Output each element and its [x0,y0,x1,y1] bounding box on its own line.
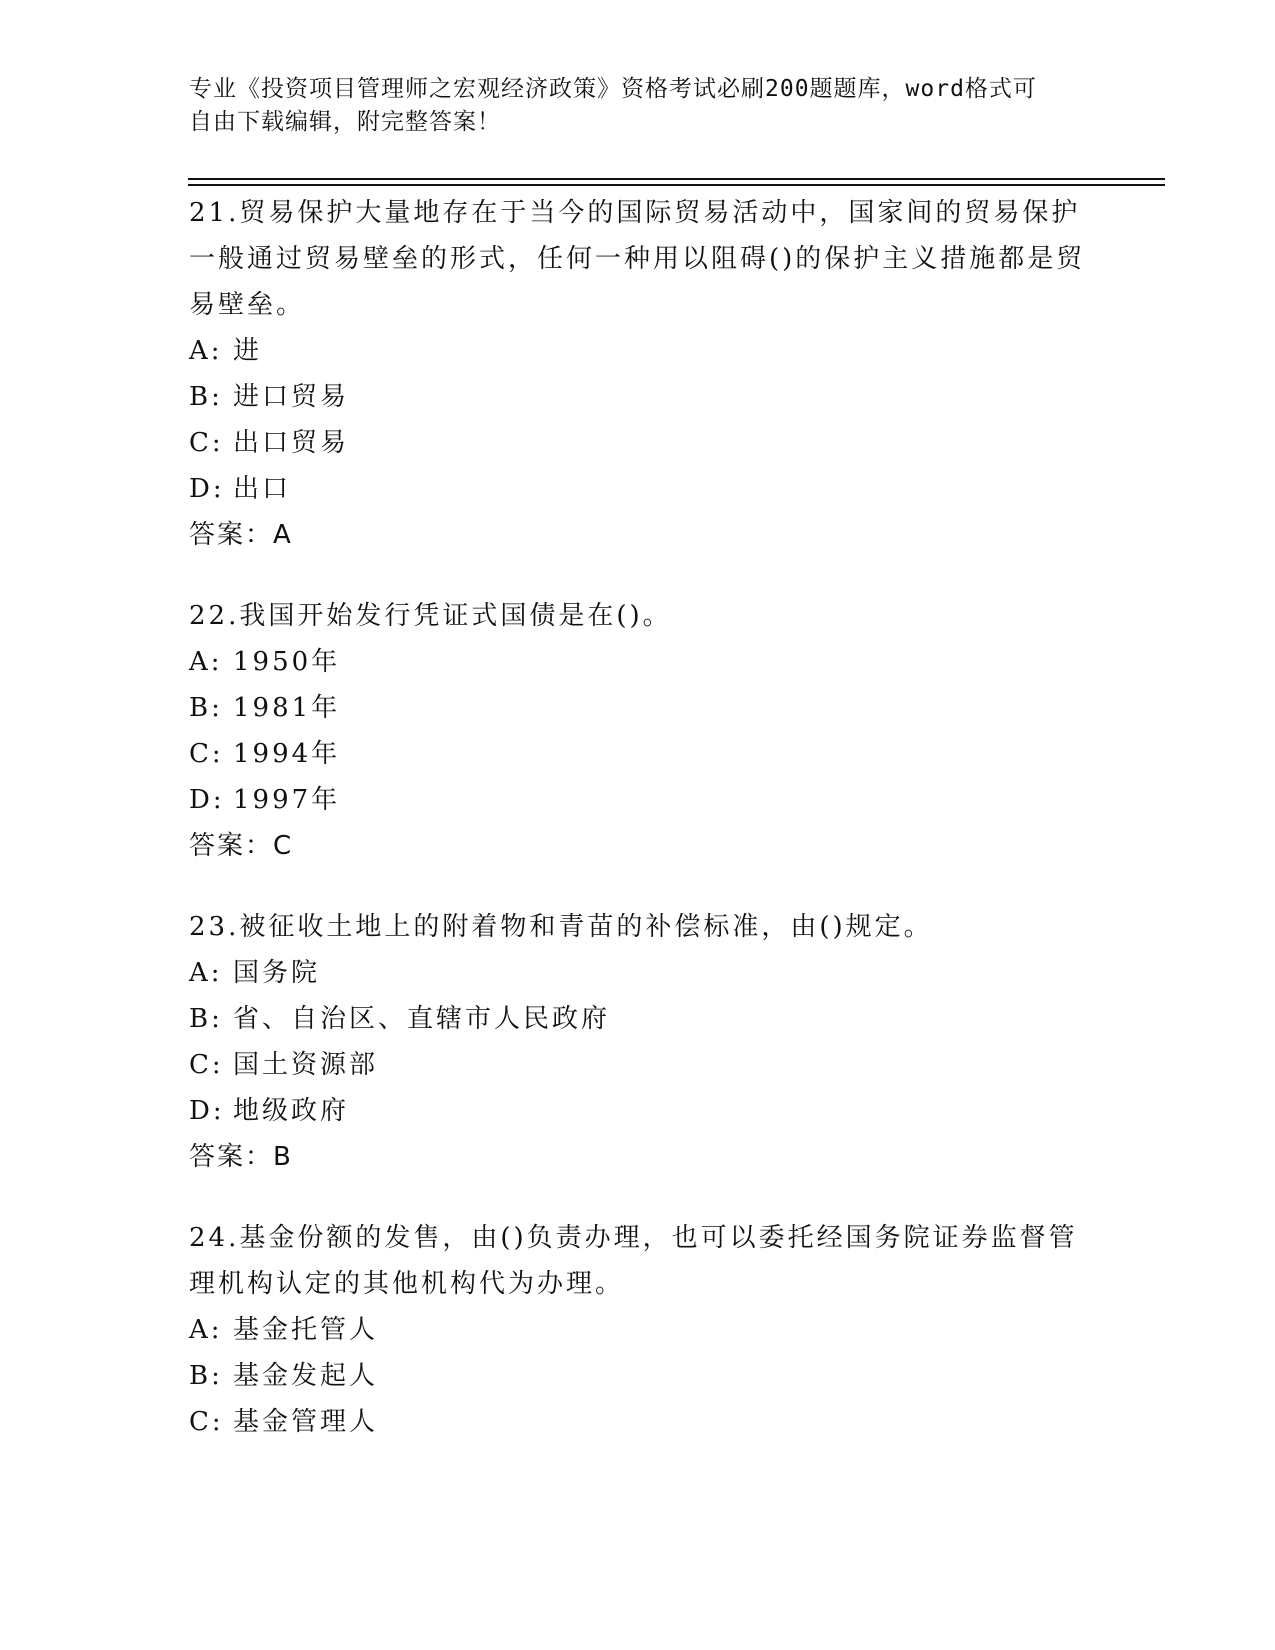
option-text: 基金发起人 [233,1361,379,1391]
option-text: 国土资源部 [233,1050,379,1080]
question-22 [189,593,1089,869]
option-text: 1950年 [233,647,341,677]
question-stem: 23.被征收土地上的附着物和青苗的补偿标准，由()规定。 [189,912,933,942]
option-d [189,466,1089,512]
option-b [189,374,1089,420]
option-text: 基金管理人 [233,1407,379,1437]
question-24 [189,1215,1089,1445]
option-letter: D: [189,785,225,815]
option-text: 1994年 [233,739,341,769]
option-text: 省、自治区、直辖市人民政府 [233,1004,611,1034]
option-text: 1997年 [233,785,341,815]
question-stem: 22.我国开始发行凭证式国债是在()。 [189,601,672,631]
option-text: 进口贸易 [233,382,350,412]
option-letter: B: [189,382,223,412]
question-list [189,190,1089,1480]
option-text: 出口贸易 [233,428,350,458]
option-letter: C: [189,739,224,769]
option-c [189,1399,1089,1445]
header-line-1: 专业《投资项目管理师之宏观经济政策》资格考试必刷200题题库，word格式可 [189,76,1037,102]
option-text: 进 [233,336,263,366]
option-letter: A: [189,1315,223,1345]
option-text: 基金托管人 [233,1315,379,1345]
option-letter: D: [189,474,225,504]
option-letter: B: [189,1361,223,1391]
option-text: 1981年 [233,693,341,723]
answer-line: 答案：A [189,520,293,550]
question-21 [189,190,1089,558]
document-header [189,73,1079,139]
option-letter: C: [189,428,224,458]
option-c [189,420,1089,466]
answer-line: 答案：B [189,1142,293,1172]
question-stem: 24.基金份额的发售，由()负责办理，也可以委托经国务院证券监督管理机构认定的其他机构代为办理。 [189,1223,1078,1299]
option-b [189,685,1089,731]
option-a [189,328,1089,374]
option-d [189,1088,1089,1134]
answer-line: 答案：C [189,831,294,861]
option-text: 出口 [233,474,292,504]
option-text: 地级政府 [233,1096,350,1126]
option-letter: D: [189,1096,225,1126]
option-b [189,996,1089,1042]
header-divider-bottom [188,184,1165,186]
option-letter: C: [189,1050,224,1080]
header-line-2: 自由下载编辑，附完整答案！ [189,109,501,135]
option-d [189,777,1089,823]
option-letter: B: [189,693,223,723]
option-letter: A: [189,958,223,988]
option-letter: A: [189,647,223,677]
header-divider-top [188,178,1165,180]
question-23 [189,904,1089,1180]
option-letter: C: [189,1407,224,1437]
option-c [189,1042,1089,1088]
option-b [189,1353,1089,1399]
option-a [189,639,1089,685]
option-letter: B: [189,1004,223,1034]
option-c [189,731,1089,777]
option-a [189,1307,1089,1353]
question-stem: 21.贸易保护大量地存在于当今的国际贸易活动中，国家间的贸易保护一般通过贸易壁垒的形式，任何一种用以阻碍()的保护主义措施都是贸易壁垒。 [189,198,1086,320]
option-text: 国务院 [233,958,321,988]
option-letter: A: [189,336,223,366]
option-a [189,950,1089,996]
